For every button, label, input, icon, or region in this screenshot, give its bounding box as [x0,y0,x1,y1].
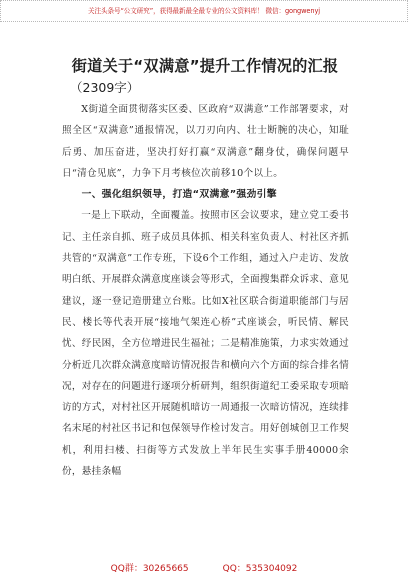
section-heading: 一、强化组织领导，打造“双满意”强劲引擎 [81,189,277,201]
footer-contact [0,559,408,580]
document-title: 街道关于“双满意”提升工作情况的汇报 [71,57,339,75]
intro-paragraph: X街道全面贯彻落实区委、区政府“双满意”工作部署要求，对照全区“双满意”通报情况，以刀刃向内、壮士断腕的决心，知耻后勇、加压奋进，坚决打好打赢“双满意”翻身仗，确保问题早日“清仓见底”，力争下月考核位次前移10个以上。 [62,104,349,179]
qq-contact-text: QQ：535304092 [222,564,298,574]
section-paragraph: 一是上下联动，全面覆盖。按照市区会议要求，建立党工委书记、主任亲自抓、班子成员具体抓、相关科室负责人、村社区齐抓共管的“双满意”工作专班，下设6个工作组，通过入户走访、发放明白纸、开展群众满意度座谈会等形式，全面搜集群众诉求、意见建议，逐一登记造册建立台账。比如X社区联合街道职能部门与居民、楼长等代表开展“接地气架连心桥”式座谈会，听民情、解民忧、纾民困，全方位增进民生福祉；二是精准施策，力求实效通过分析近几次群众满意度暗访情况报告和横向六个方面的综合排名情况，对存在的问题进行逐项分析研判，组织街道纪工委采取专项暗访的方式，对村社区开展随机暗访一周通报一次暗访情况，连续排名末尾的村社区书记和包保领导作检讨发言。用好创城创卫工作契机，利用扫楼、扫街等方式发放上半年民生实事手册40000余份，悬挂条幅 [62,210,349,478]
qq-group-text: QQ群：30265665 [110,564,189,574]
header-banner: 关注头条号“公文研究”，获得最新最全最专业的公文资料库！ 微信：gongwenyj [0,0,408,22]
document-body [62,99,349,482]
word-count: （2309字） [70,80,140,95]
